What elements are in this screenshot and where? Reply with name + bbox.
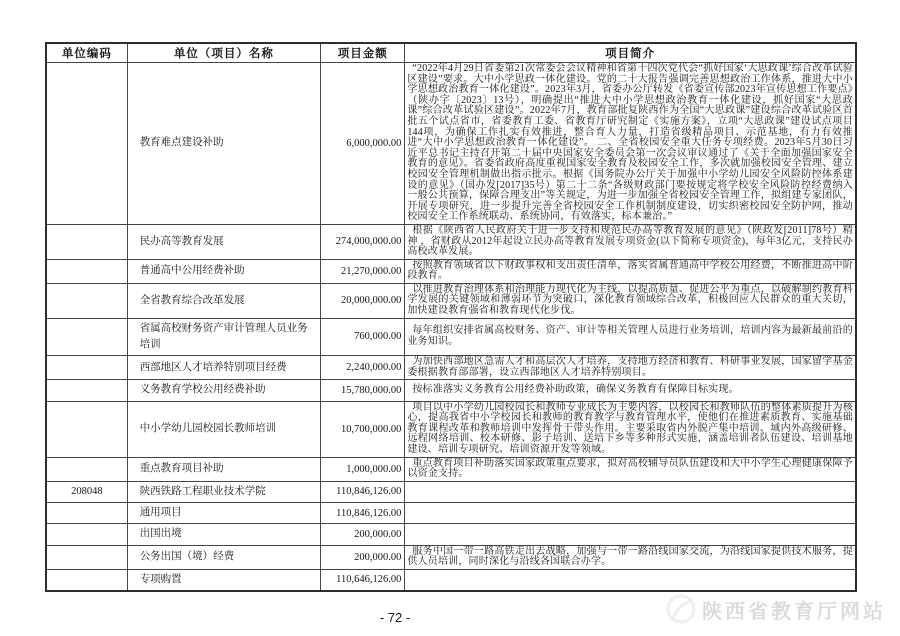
table-row: [46, 503, 856, 524]
table-row: [46, 356, 856, 380]
unit-code-cell: [46, 318, 127, 356]
site-watermark: [664, 592, 886, 626]
table-row: [46, 545, 856, 569]
description-cell: [405, 481, 856, 502]
amount-cell: 6,000,000.00: [321, 63, 405, 225]
description-cell: 按照教育领域省以下财政事权和支出责任清单，落实省属普通高中学校公用经费，不断推进高中阶段教育。: [405, 259, 856, 283]
description-cell: 以推进教育治理体系和治理能力现代化为主线，以提高质量、促进公平为重点，以破解制约教育科学发展的关键领域和薄弱环节为突破口，深化教育领域综合改革，积极回应人民群众的重大关切，加快建设教育强省和教育现代化步伐。: [405, 283, 856, 318]
table-row: [46, 380, 856, 401]
unit-code-cell: [46, 524, 127, 545]
project-name-cell: 通用项目: [127, 503, 320, 524]
amount-cell: 110,646,126.00: [321, 569, 405, 591]
amount-cell: 274,000,000.00: [321, 224, 405, 259]
project-name-cell: 义务教育学校公用经费补助: [127, 380, 320, 401]
amount-cell: 10,700,000.00: [321, 401, 405, 457]
amount-cell: 110,846,126.00: [321, 481, 405, 502]
project-name-cell: 公务出国（境）经费: [127, 545, 320, 569]
amount-cell: 200,000.00: [321, 524, 405, 545]
project-name-cell: 西部地区人才培养特别项目经费: [127, 356, 320, 380]
budget-table: [45, 42, 857, 592]
unit-code-cell: [46, 380, 127, 401]
unit-code-cell: 208048: [46, 481, 127, 502]
description-cell: 按标准落实义务教育公用经费补助政策，确保义务教育有保障目标实现。: [405, 380, 856, 401]
description-cell: 项目以中小学幼儿园校园长和教师专业成长为主要内容，以校园长和教师队伍的整体素质提升为核心，提高我省中小学校园长和教师的教育教学与教育管理水平，使他们在推进素质教育、实施基础教育课程改革和教师培训中发挥骨干带头作用。主要采取省内外脱产集中培训、域内外高级研修、远程网络培训、校本研修、影子培训、送培下乡等多种形式实施，涵盖培训者队伍建设、培训基地建设、培训专项研究、培训资源开发等领域。: [405, 401, 856, 457]
description-cell: “2022年4月29日省委第21次常委会会议精神和省第十四次党代会“抓好国家‘大思政课’综合改革试验区建设”要求。大中小学思政一体化建设。党的二十大报告强调完善思想政治工作体系，推进大中小学思想政治教育一体化建设”。2023年3月，省委办公厅转发《省委宣传部2023年宣传思想工作要点》（陕办字〔2023〕13号），明确提出“推进大中小学思想政治教育一体化建设，抓好国家“大思政课”综合改革试验区建设”。2022年7月，教育部批复陕西作为全国“大思政课”建设综合改革试验区首批五个试点省市，省委教育工委、省教育厅研究制定《实施方案》，立项“大思政课”建设试点项目144项，为确保工作扎实有效推进，整合育人力量，打造省级精品项目、示范基地，有力有效推进“大中小学思想政治教育一体化建设”。 二、全省校园安全重大任务专项经费。2023年5月30日习近平总书记主持召开第二十届中央国家安全委员会第一次会议审议通过了《关于全面加强国家安全教育的意见》。省委省政府高度重视国家安全教育及校园安全工作，多次就加强校园安全管理、建立校园安全管理机制做出指示批示。根据《国务院办公厅关于加强中小学幼儿园安全风险防控体系建设的意见》（国办发[2017]35号）第二十二条“各级财政部门要按规定将学校安全风险防控经费纳入一般公共预算，保障合理支出”等关规定，为进一步加强全省校园安全管理工作，拟组建专家团队，开展专项研究，进一步提升完善全省校园安全工作机制制度建设，切实织密校园安全防护网，推动校园安全工作系统联动、系统协同，有效落实，标本兼治。”: [405, 63, 856, 225]
description-cell: [405, 503, 856, 524]
project-name-cell: 省属高校财务资产审计管理人员业务培训: [127, 318, 320, 356]
header-amount: 项目金额: [321, 43, 405, 63]
table-row: [46, 524, 856, 545]
unit-code-cell: [46, 569, 127, 591]
project-name-cell: 教育难点建设补助: [127, 63, 320, 225]
amount-cell: 200,000.00: [321, 545, 405, 569]
table-row: [46, 259, 856, 283]
description-cell: 服务中国一带一路高铁走出去战略，加强与一带一路沿线国家交流，为沿线国家提供技术服务，提供人员培训，同时深化与沿线各国联合办学。: [405, 545, 856, 569]
amount-cell: 1,000,000.00: [321, 457, 405, 481]
project-name-cell: 重点教育项目补助: [127, 457, 320, 481]
table-row: [46, 318, 856, 356]
description-cell: 重点教育项目补助落实国家政策重点要求，拟对高校辅导员队伍建设和大中小学生心理健康保障予以资金支持。: [405, 457, 856, 481]
project-name-cell: 出国出境: [127, 524, 320, 545]
project-name-cell: 陕西铁路工程职业技术学院: [127, 481, 320, 502]
unit-code-cell: [46, 545, 127, 569]
table-row: [46, 283, 856, 318]
watermark-logo-icon: [664, 592, 698, 626]
project-name-cell: 专项购置: [127, 569, 320, 591]
description-cell: 每年组织安排省属高校财务、资产、审计等相关管理人员进行业务培训，培训内容为最新最前沿的业务知识。: [405, 318, 856, 356]
unit-code-cell: [46, 63, 127, 225]
description-cell: 为加快西部地区急需人才和高层次人才培养，支持地方经济和教育、科研事业发展，国家留学基金委根据教育部部署，设立西部地区人才培养特别项目。: [405, 356, 856, 380]
amount-cell: 760,000.00: [321, 318, 405, 356]
table-body: [46, 63, 856, 592]
description-cell: 根据《陕西省人民政府关于进一步支持和规范民办高等教育发展的意见》（陕政发[2011]78号）精神 ，省财政从2012年起设立民办高等教育发展专项资金(以下简称专项资金)，每年3亿元，支持民办高校改革发展。: [405, 224, 856, 259]
project-name-cell: 全省教育综合改革发展: [127, 283, 320, 318]
header-project-name: 单位（项目）名称: [127, 43, 320, 63]
table-row: [46, 569, 856, 591]
unit-code-cell: [46, 457, 127, 481]
header-row: [46, 43, 856, 63]
table-row: [46, 224, 856, 259]
description-cell: [405, 524, 856, 545]
header-unit-code: 单位编码: [46, 43, 127, 63]
amount-cell: 21,270,000.00: [321, 259, 405, 283]
table-row: [46, 401, 856, 457]
amount-cell: 2,240,000.00: [321, 356, 405, 380]
amount-cell: 15,780,000.00: [321, 380, 405, 401]
amount-cell: 20,000,000.00: [321, 283, 405, 318]
table-header: [46, 43, 856, 63]
header-description: 项目简介: [405, 43, 856, 63]
page-number: - 72 -: [379, 610, 411, 625]
project-name-cell: 民办高等教育发展: [127, 224, 320, 259]
project-name-cell: 普通高中公用经费补助: [127, 259, 320, 283]
unit-code-cell: [46, 283, 127, 318]
table-row: [46, 63, 856, 225]
amount-cell: 110,846,126.00: [321, 503, 405, 524]
unit-code-cell: [46, 224, 127, 259]
unit-code-cell: [46, 259, 127, 283]
watermark-text: 陕西省教育厅网站: [702, 600, 886, 623]
unit-code-cell: [46, 503, 127, 524]
table-row: [46, 481, 856, 502]
unit-code-cell: [46, 356, 127, 380]
table-row: [46, 457, 856, 481]
unit-code-cell: [46, 401, 127, 457]
description-cell: [405, 569, 856, 591]
project-name-cell: 中小学幼儿园校园长教师培训: [127, 401, 320, 457]
